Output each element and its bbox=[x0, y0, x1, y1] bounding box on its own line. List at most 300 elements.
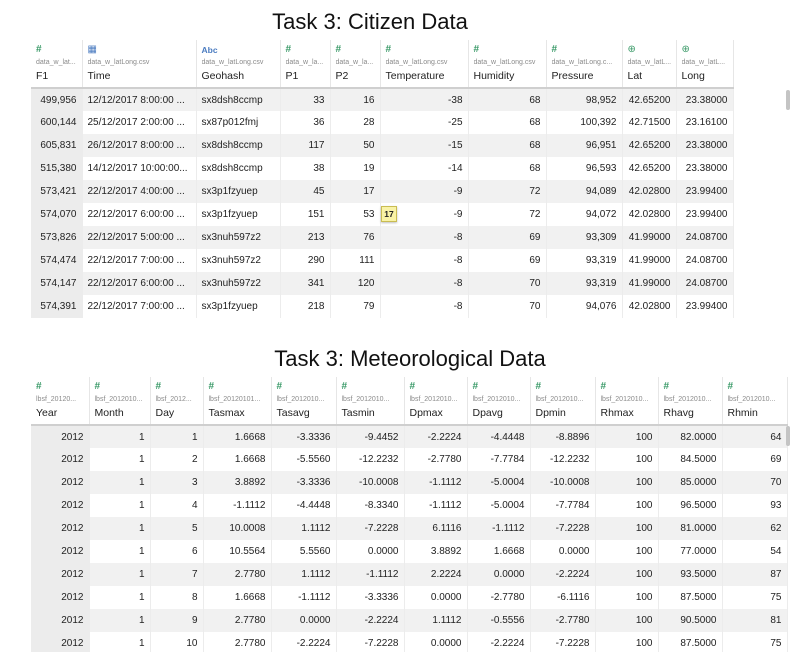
cell-dpmax[interactable]: -2.2224 bbox=[404, 425, 467, 448]
cell-tasmin[interactable]: -7.2228 bbox=[336, 517, 404, 540]
cell-pressure[interactable]: 96,951 bbox=[546, 134, 622, 157]
cell-tasavg[interactable]: 0.0000 bbox=[271, 609, 336, 632]
column-source-label: data_w_latL... bbox=[627, 59, 672, 66]
cell-dpmin[interactable]: -6.1116 bbox=[530, 586, 595, 609]
column-header-time[interactable] bbox=[82, 40, 196, 88]
cell-pressure[interactable]: 93,319 bbox=[546, 249, 622, 272]
column-name: Dpavg bbox=[472, 407, 503, 419]
cell-long[interactable]: 24.08700 bbox=[676, 249, 733, 272]
cell-temperature[interactable]: -15 bbox=[380, 134, 468, 157]
table-row[interactable] bbox=[31, 448, 787, 471]
column-name: Tasavg bbox=[276, 407, 310, 419]
cell-year[interactable]: 2012 bbox=[31, 586, 89, 609]
cell-lat[interactable]: 42.02800 bbox=[622, 295, 676, 318]
cell-dpmin[interactable]: -12.2232 bbox=[530, 448, 595, 471]
cell-tasmax[interactable]: -1.1112 bbox=[203, 494, 271, 517]
string-icon: Abc bbox=[201, 45, 218, 55]
cell-p2[interactable]: 50 bbox=[330, 134, 380, 157]
cell-rhmax[interactable]: 100 bbox=[595, 586, 658, 609]
cell-humidity[interactable]: 69 bbox=[468, 226, 546, 249]
cell-tasmin[interactable]: 0.0000 bbox=[336, 540, 404, 563]
column-header-long[interactable] bbox=[676, 40, 733, 88]
table-row[interactable] bbox=[31, 540, 787, 563]
column-source-label: data_w_latLong.csv bbox=[201, 59, 264, 66]
cell-tasavg[interactable]: -3.3336 bbox=[271, 471, 336, 494]
cell-tasmin[interactable]: -12.2232 bbox=[336, 448, 404, 471]
cell-dpmax[interactable]: -2.7780 bbox=[404, 448, 467, 471]
table-row[interactable] bbox=[31, 295, 733, 318]
cell-rhmin[interactable]: 54 bbox=[722, 540, 787, 563]
cell-month[interactable]: 1 bbox=[89, 471, 150, 494]
column-source-label: data_w_latLong.csv bbox=[87, 59, 150, 66]
cell-tasmin[interactable]: -10.0008 bbox=[336, 471, 404, 494]
cell-pressure[interactable]: 100,392 bbox=[546, 111, 622, 134]
cell-f1[interactable]: 605,831 bbox=[31, 134, 82, 157]
meteorological-data-table bbox=[31, 377, 788, 652]
cell-p2[interactable]: 16 bbox=[330, 88, 380, 111]
cell-month[interactable]: 1 bbox=[89, 609, 150, 632]
cell-time[interactable]: 22/12/2017 7:00:00 ... bbox=[82, 249, 196, 272]
cell-p1[interactable]: 38 bbox=[280, 157, 330, 180]
cell-tasmin[interactable]: -7.2228 bbox=[336, 632, 404, 652]
cell-month[interactable]: 1 bbox=[89, 494, 150, 517]
column-source-label: lbsf_2012010... bbox=[94, 396, 143, 403]
table-row[interactable] bbox=[31, 471, 787, 494]
cell-time[interactable]: 25/12/2017 2:00:00 ... bbox=[82, 111, 196, 134]
cell-dpmin[interactable]: -10.0008 bbox=[530, 471, 595, 494]
cell-dpmin[interactable]: -2.7780 bbox=[530, 609, 595, 632]
cell-rhavg[interactable]: 93.5000 bbox=[658, 563, 722, 586]
cell-humidity[interactable]: 70 bbox=[468, 272, 546, 295]
cell-temperature[interactable]: -8 bbox=[380, 249, 468, 272]
column-name: Tasmax bbox=[208, 407, 245, 419]
number-icon: # bbox=[663, 381, 670, 392]
cell-month[interactable]: 1 bbox=[89, 586, 150, 609]
cell-dpmax[interactable]: 0.0000 bbox=[404, 632, 467, 652]
cell-rhmin[interactable]: 75 bbox=[722, 632, 787, 652]
table-row[interactable] bbox=[31, 180, 733, 203]
cell-long[interactable]: 23.38000 bbox=[676, 88, 733, 111]
cell-p2[interactable]: 17 bbox=[330, 180, 380, 203]
cell-month[interactable]: 1 bbox=[89, 540, 150, 563]
cell-f1[interactable]: 574,474 bbox=[31, 249, 82, 272]
column-header-lat[interactable] bbox=[622, 40, 676, 88]
cell-p2[interactable]: 111 bbox=[330, 249, 380, 272]
cell-geohash[interactable]: sx87p012fmj bbox=[196, 111, 280, 134]
cell-geohash[interactable]: sx3p1fzyuep bbox=[196, 295, 280, 318]
cell-temperature[interactable]: -9 bbox=[380, 180, 468, 203]
cell-dpmin[interactable]: -8.8896 bbox=[530, 425, 595, 448]
cell-rhmin[interactable]: 70 bbox=[722, 471, 787, 494]
table-row[interactable] bbox=[31, 157, 733, 180]
cell-humidity[interactable]: 69 bbox=[468, 249, 546, 272]
cell-f1[interactable]: 515,380 bbox=[31, 157, 82, 180]
cell-f1[interactable]: 574,070 bbox=[31, 203, 82, 226]
table-row[interactable] bbox=[31, 134, 733, 157]
cell-rhmax[interactable]: 100 bbox=[595, 494, 658, 517]
table-row[interactable] bbox=[31, 586, 787, 609]
cell-rhmin[interactable]: 62 bbox=[722, 517, 787, 540]
cell-dpavg[interactable]: 0.0000 bbox=[467, 563, 530, 586]
cell-tasavg[interactable]: 1.1112 bbox=[271, 517, 336, 540]
cell-p2[interactable]: 53 bbox=[330, 203, 380, 226]
column-header-rhmax[interactable] bbox=[595, 377, 658, 425]
column-header-f1[interactable] bbox=[31, 40, 82, 88]
column-name: Dpmin bbox=[535, 407, 566, 419]
cell-time[interactable]: 22/12/2017 5:00:00 ... bbox=[82, 226, 196, 249]
cell-temperature[interactable]: -8 bbox=[380, 272, 468, 295]
date-icon: ▦ bbox=[87, 44, 97, 55]
cell-f1[interactable]: 573,421 bbox=[31, 180, 82, 203]
cell-p1[interactable]: 36 bbox=[280, 111, 330, 134]
cell-rhavg[interactable]: 82.0000 bbox=[658, 425, 722, 448]
cell-humidity[interactable]: 68 bbox=[468, 111, 546, 134]
cell-dpmin[interactable]: -2.2224 bbox=[530, 563, 595, 586]
cell-long[interactable]: 23.16100 bbox=[676, 111, 733, 134]
table-row[interactable] bbox=[31, 88, 733, 111]
cell-day[interactable]: 1 bbox=[150, 425, 203, 448]
cell-tasmin[interactable]: -2.2224 bbox=[336, 609, 404, 632]
table-row[interactable] bbox=[31, 632, 787, 652]
column-header-geohash[interactable] bbox=[196, 40, 280, 88]
column-header-p1[interactable] bbox=[280, 40, 330, 88]
cell-month[interactable]: 1 bbox=[89, 632, 150, 652]
cell-time[interactable]: 22/12/2017 6:00:00 ... bbox=[82, 272, 196, 295]
cell-rhmax[interactable]: 100 bbox=[595, 448, 658, 471]
column-source-label: data_w_latL... bbox=[681, 59, 726, 66]
column-name: P2 bbox=[335, 70, 349, 82]
table-row[interactable] bbox=[31, 272, 733, 295]
cell-f1[interactable]: 573,826 bbox=[31, 226, 82, 249]
cell-f1[interactable]: 600,144 bbox=[31, 111, 82, 134]
cell-tasavg[interactable]: -3.3336 bbox=[271, 425, 336, 448]
meteorological-data-table-panel bbox=[31, 377, 793, 652]
column-name: Year bbox=[36, 407, 58, 419]
column-header-dpmax[interactable] bbox=[404, 377, 467, 425]
cell-long[interactable]: 24.08700 bbox=[676, 226, 733, 249]
column-header-dpmin[interactable] bbox=[530, 377, 595, 425]
cell-pressure[interactable]: 94,072 bbox=[546, 203, 622, 226]
cell-p1[interactable]: 117 bbox=[280, 134, 330, 157]
cell-rhmax[interactable]: 100 bbox=[595, 425, 658, 448]
cell-year[interactable]: 2012 bbox=[31, 563, 89, 586]
cell-f1[interactable]: 574,147 bbox=[31, 272, 82, 295]
cell-dpmin[interactable]: -7.2228 bbox=[530, 517, 595, 540]
cell-tasavg[interactable]: -1.1112 bbox=[271, 586, 336, 609]
cell-tasmin[interactable]: -8.3340 bbox=[336, 494, 404, 517]
column-name: Temperature bbox=[385, 70, 445, 82]
cell-rhmin[interactable]: 87 bbox=[722, 563, 787, 586]
cell-tasavg[interactable]: -2.2224 bbox=[271, 632, 336, 652]
column-header-tasmax[interactable] bbox=[203, 377, 271, 425]
cell-day[interactable]: 6 bbox=[150, 540, 203, 563]
cell-rhavg[interactable]: 84.5000 bbox=[658, 448, 722, 471]
cell-geohash[interactable]: sx3p1fzyuep bbox=[196, 203, 280, 226]
cell-dpmax[interactable]: 3.8892 bbox=[404, 540, 467, 563]
cell-humidity[interactable]: 72 bbox=[468, 203, 546, 226]
cell-pressure[interactable]: 93,319 bbox=[546, 272, 622, 295]
cell-day[interactable]: 5 bbox=[150, 517, 203, 540]
cell-long[interactable]: 23.38000 bbox=[676, 134, 733, 157]
vertical-scrollbar[interactable] bbox=[786, 426, 790, 446]
cell-month[interactable]: 1 bbox=[89, 517, 150, 540]
column-header-day[interactable] bbox=[150, 377, 203, 425]
table-row[interactable] bbox=[31, 563, 787, 586]
cell-value-tooltip: 17 bbox=[381, 206, 397, 222]
cell-day[interactable]: 4 bbox=[150, 494, 203, 517]
cell-day[interactable]: 7 bbox=[150, 563, 203, 586]
cell-rhmin[interactable]: 64 bbox=[722, 425, 787, 448]
cell-lat[interactable]: 41.99000 bbox=[622, 249, 676, 272]
cell-geohash[interactable]: sx3nuh597z2 bbox=[196, 226, 280, 249]
cell-rhavg[interactable]: 77.0000 bbox=[658, 540, 722, 563]
cell-dpmax[interactable]: 1.1112 bbox=[404, 609, 467, 632]
cell-dpmax[interactable]: -1.1112 bbox=[404, 494, 467, 517]
cell-year[interactable]: 2012 bbox=[31, 609, 89, 632]
cell-year[interactable]: 2012 bbox=[31, 632, 89, 652]
cell-year[interactable]: 2012 bbox=[31, 494, 89, 517]
cell-p2[interactable]: 76 bbox=[330, 226, 380, 249]
cell-lat[interactable]: 41.99000 bbox=[622, 272, 676, 295]
cell-p1[interactable]: 218 bbox=[280, 295, 330, 318]
cell-temperature[interactable]: -8 bbox=[380, 226, 468, 249]
column-source-label: lbsf_2012... bbox=[155, 396, 192, 403]
table-row[interactable] bbox=[31, 517, 787, 540]
column-header-temperature[interactable] bbox=[380, 40, 468, 88]
cell-p2[interactable]: 120 bbox=[330, 272, 380, 295]
cell-tasavg[interactable]: 1.1112 bbox=[271, 563, 336, 586]
column-header-dpavg[interactable] bbox=[467, 377, 530, 425]
cell-rhmax[interactable]: 100 bbox=[595, 471, 658, 494]
cell-geohash[interactable]: sx8dsh8ccmp bbox=[196, 157, 280, 180]
column-source-label: data_w_la... bbox=[285, 59, 324, 66]
cell-dpavg[interactable]: -0.5556 bbox=[467, 609, 530, 632]
cell-long[interactable]: 23.99400 bbox=[676, 295, 733, 318]
column-header-tasmin[interactable] bbox=[336, 377, 404, 425]
cell-month[interactable]: 1 bbox=[89, 425, 150, 448]
cell-rhavg[interactable]: 81.0000 bbox=[658, 517, 722, 540]
cell-geohash[interactable]: sx3nuh597z2 bbox=[196, 249, 280, 272]
cell-rhmin[interactable]: 93 bbox=[722, 494, 787, 517]
cell-humidity[interactable]: 70 bbox=[468, 295, 546, 318]
cell-p1[interactable]: 290 bbox=[280, 249, 330, 272]
cell-p2[interactable]: 28 bbox=[330, 111, 380, 134]
cell-geohash[interactable]: sx3p1fzyuep bbox=[196, 180, 280, 203]
cell-f1[interactable]: 499,956 bbox=[31, 88, 82, 111]
cell-tasmax[interactable]: 10.0008 bbox=[203, 517, 271, 540]
cell-day[interactable]: 3 bbox=[150, 471, 203, 494]
table-row[interactable] bbox=[31, 425, 787, 448]
table-row[interactable] bbox=[31, 249, 733, 272]
cell-rhmax[interactable]: 100 bbox=[595, 632, 658, 652]
cell-day[interactable]: 2 bbox=[150, 448, 203, 471]
column-header-pressure[interactable] bbox=[546, 40, 622, 88]
cell-dpavg[interactable]: -7.7784 bbox=[467, 448, 530, 471]
cell-dpavg[interactable]: -1.1112 bbox=[467, 517, 530, 540]
number-icon: # bbox=[36, 44, 42, 55]
cell-humidity[interactable]: 68 bbox=[468, 134, 546, 157]
cell-month[interactable]: 1 bbox=[89, 563, 150, 586]
column-source-label: lbsf_20120... bbox=[36, 396, 77, 403]
cell-dpmin[interactable]: -7.7784 bbox=[530, 494, 595, 517]
cell-dpmin[interactable]: 0.0000 bbox=[530, 540, 595, 563]
cell-day[interactable]: 9 bbox=[150, 609, 203, 632]
cell-p1[interactable]: 213 bbox=[280, 226, 330, 249]
cell-lat[interactable]: 42.02800 bbox=[622, 180, 676, 203]
cell-dpmin[interactable]: -7.2228 bbox=[530, 632, 595, 652]
column-name: Humidity bbox=[473, 70, 515, 82]
cell-humidity[interactable]: 68 bbox=[468, 157, 546, 180]
cell-pressure[interactable]: 93,309 bbox=[546, 226, 622, 249]
cell-tasmax[interactable]: 3.8892 bbox=[203, 471, 271, 494]
cell-lat[interactable]: 42.71500 bbox=[622, 111, 676, 134]
cell-humidity[interactable]: 68 bbox=[468, 88, 546, 111]
cell-temperature[interactable]: -25 bbox=[380, 111, 468, 134]
column-header-humidity[interactable] bbox=[468, 40, 546, 88]
cell-rhmax[interactable]: 100 bbox=[595, 517, 658, 540]
cell-dpavg[interactable]: -2.2224 bbox=[467, 632, 530, 652]
cell-rhavg[interactable]: 87.5000 bbox=[658, 632, 722, 652]
number-icon: # bbox=[385, 44, 392, 55]
cell-time[interactable]: 22/12/2017 4:00:00 ... bbox=[82, 180, 196, 203]
column-name: F1 bbox=[36, 70, 49, 82]
cell-dpavg[interactable]: -2.7780 bbox=[467, 586, 530, 609]
number-icon: # bbox=[473, 44, 480, 55]
cell-p1[interactable]: 45 bbox=[280, 180, 330, 203]
cell-tasmax[interactable]: 1.6668 bbox=[203, 586, 271, 609]
cell-year[interactable]: 2012 bbox=[31, 425, 89, 448]
column-header-tasavg[interactable] bbox=[271, 377, 336, 425]
cell-time[interactable]: 22/12/2017 6:00:00 ... bbox=[82, 203, 196, 226]
cell-rhmin[interactable]: 75 bbox=[722, 586, 787, 609]
number-icon: # bbox=[551, 44, 558, 55]
cell-tasmin[interactable]: -9.4452 bbox=[336, 425, 404, 448]
cell-pressure[interactable]: 98,952 bbox=[546, 88, 622, 111]
cell-long[interactable]: 23.99400 bbox=[676, 180, 733, 203]
cell-p2[interactable]: 19 bbox=[330, 157, 380, 180]
column-header-month[interactable] bbox=[89, 377, 150, 425]
meteorological-data-title: Task 3: Meteorological Data bbox=[274, 346, 546, 371]
cell-lat[interactable]: 42.65200 bbox=[622, 134, 676, 157]
cell-tasmax[interactable]: 10.5564 bbox=[203, 540, 271, 563]
cell-tasavg[interactable]: 5.5560 bbox=[271, 540, 336, 563]
cell-dpmax[interactable]: 6.1116 bbox=[404, 517, 467, 540]
column-name: Lat bbox=[627, 70, 643, 82]
cell-tasmax[interactable]: 2.7780 bbox=[203, 609, 271, 632]
cell-day[interactable]: 8 bbox=[150, 586, 203, 609]
column-header-rhmin[interactable] bbox=[722, 377, 787, 425]
column-name: Dpmax bbox=[409, 407, 443, 419]
cell-rhmax[interactable]: 100 bbox=[595, 609, 658, 632]
cell-time[interactable]: 14/12/2017 10:00:00... bbox=[82, 157, 196, 180]
cell-p1[interactable]: 151 bbox=[280, 203, 330, 226]
cell-temperature[interactable]: -38 bbox=[380, 88, 468, 111]
cell-time[interactable]: 26/12/2017 8:00:00 ... bbox=[82, 134, 196, 157]
cell-dpavg[interactable]: -4.4448 bbox=[467, 425, 530, 448]
number-icon: # bbox=[535, 381, 542, 392]
cell-year[interactable]: 2012 bbox=[31, 471, 89, 494]
column-source-label: data_w_latLong.c... bbox=[551, 59, 613, 66]
cell-tasmax[interactable]: 1.6668 bbox=[203, 448, 271, 471]
cell-rhavg[interactable]: 96.5000 bbox=[658, 494, 722, 517]
cell-temperature[interactable]: -8 bbox=[380, 295, 468, 318]
cell-time[interactable]: 12/12/2017 8:00:00 ... bbox=[82, 88, 196, 111]
column-source-label: lbsf_2012010... bbox=[600, 396, 649, 403]
column-name: Time bbox=[87, 70, 111, 82]
cell-long[interactable]: 23.38000 bbox=[676, 157, 733, 180]
column-name: Geohash bbox=[201, 70, 245, 82]
table-row[interactable] bbox=[31, 494, 787, 517]
cell-dpmax[interactable]: -1.1112 bbox=[404, 471, 467, 494]
table-row[interactable] bbox=[31, 226, 733, 249]
cell-lat[interactable]: 42.65200 bbox=[622, 157, 676, 180]
cell-year[interactable]: 2012 bbox=[31, 448, 89, 471]
cell-rhmin[interactable]: 69 bbox=[722, 448, 787, 471]
cell-humidity[interactable]: 72 bbox=[468, 180, 546, 203]
column-header-year[interactable] bbox=[31, 377, 89, 425]
cell-long[interactable]: 24.08700 bbox=[676, 272, 733, 295]
cell-lat[interactable]: 41.99000 bbox=[622, 226, 676, 249]
cell-temperature[interactable]: -9 bbox=[380, 203, 468, 226]
cell-year[interactable]: 2012 bbox=[31, 540, 89, 563]
cell-year[interactable]: 2012 bbox=[31, 517, 89, 540]
cell-p2[interactable]: 79 bbox=[330, 295, 380, 318]
cell-dpmax[interactable]: 0.0000 bbox=[404, 586, 467, 609]
cell-p1[interactable]: 341 bbox=[280, 272, 330, 295]
column-source-label: data_w_la... bbox=[335, 59, 374, 66]
cell-dpavg[interactable]: -5.0004 bbox=[467, 494, 530, 517]
table-row[interactable] bbox=[31, 609, 787, 632]
cell-dpavg[interactable]: 1.6668 bbox=[467, 540, 530, 563]
cell-rhmax[interactable]: 100 bbox=[595, 563, 658, 586]
cell-temperature[interactable]: -14 bbox=[380, 157, 468, 180]
cell-f1[interactable]: 574,391 bbox=[31, 295, 82, 318]
cell-tasmax[interactable]: 2.7780 bbox=[203, 632, 271, 652]
cell-day[interactable]: 10 bbox=[150, 632, 203, 652]
cell-geohash[interactable]: sx8dsh8ccmp bbox=[196, 88, 280, 111]
cell-tasmin[interactable]: -3.3336 bbox=[336, 586, 404, 609]
cell-pressure[interactable]: 94,089 bbox=[546, 180, 622, 203]
cell-tasavg[interactable]: -5.5560 bbox=[271, 448, 336, 471]
cell-dpmax[interactable]: 2.2224 bbox=[404, 563, 467, 586]
cell-rhmax[interactable]: 100 bbox=[595, 540, 658, 563]
cell-month[interactable]: 1 bbox=[89, 448, 150, 471]
cell-geohash[interactable]: sx8dsh8ccmp bbox=[196, 134, 280, 157]
cell-pressure[interactable]: 96,593 bbox=[546, 157, 622, 180]
cell-geohash[interactable]: sx3nuh597z2 bbox=[196, 272, 280, 295]
cell-lat[interactable]: 42.02800 bbox=[622, 203, 676, 226]
vertical-scrollbar[interactable] bbox=[786, 90, 790, 110]
cell-rhavg[interactable]: 90.5000 bbox=[658, 609, 722, 632]
cell-tasmax[interactable]: 2.7780 bbox=[203, 563, 271, 586]
table-row[interactable] bbox=[31, 111, 733, 134]
cell-time[interactable]: 22/12/2017 7:00:00 ... bbox=[82, 295, 196, 318]
cell-tasmax[interactable]: 1.6668 bbox=[203, 425, 271, 448]
cell-tasmin[interactable]: -1.1112 bbox=[336, 563, 404, 586]
cell-p1[interactable]: 33 bbox=[280, 88, 330, 111]
cell-dpavg[interactable]: -5.0004 bbox=[467, 471, 530, 494]
cell-rhavg[interactable]: 85.0000 bbox=[658, 471, 722, 494]
column-header-rhavg[interactable] bbox=[658, 377, 722, 425]
cell-pressure[interactable]: 94,076 bbox=[546, 295, 622, 318]
cell-rhmin[interactable]: 81 bbox=[722, 609, 787, 632]
cell-long[interactable]: 23.99400 bbox=[676, 203, 733, 226]
cell-lat[interactable]: 42.65200 bbox=[622, 88, 676, 111]
column-header-p2[interactable] bbox=[330, 40, 380, 88]
cell-tasavg[interactable]: -4.4448 bbox=[271, 494, 336, 517]
cell-rhavg[interactable]: 87.5000 bbox=[658, 586, 722, 609]
citizen-data-table bbox=[31, 40, 734, 318]
